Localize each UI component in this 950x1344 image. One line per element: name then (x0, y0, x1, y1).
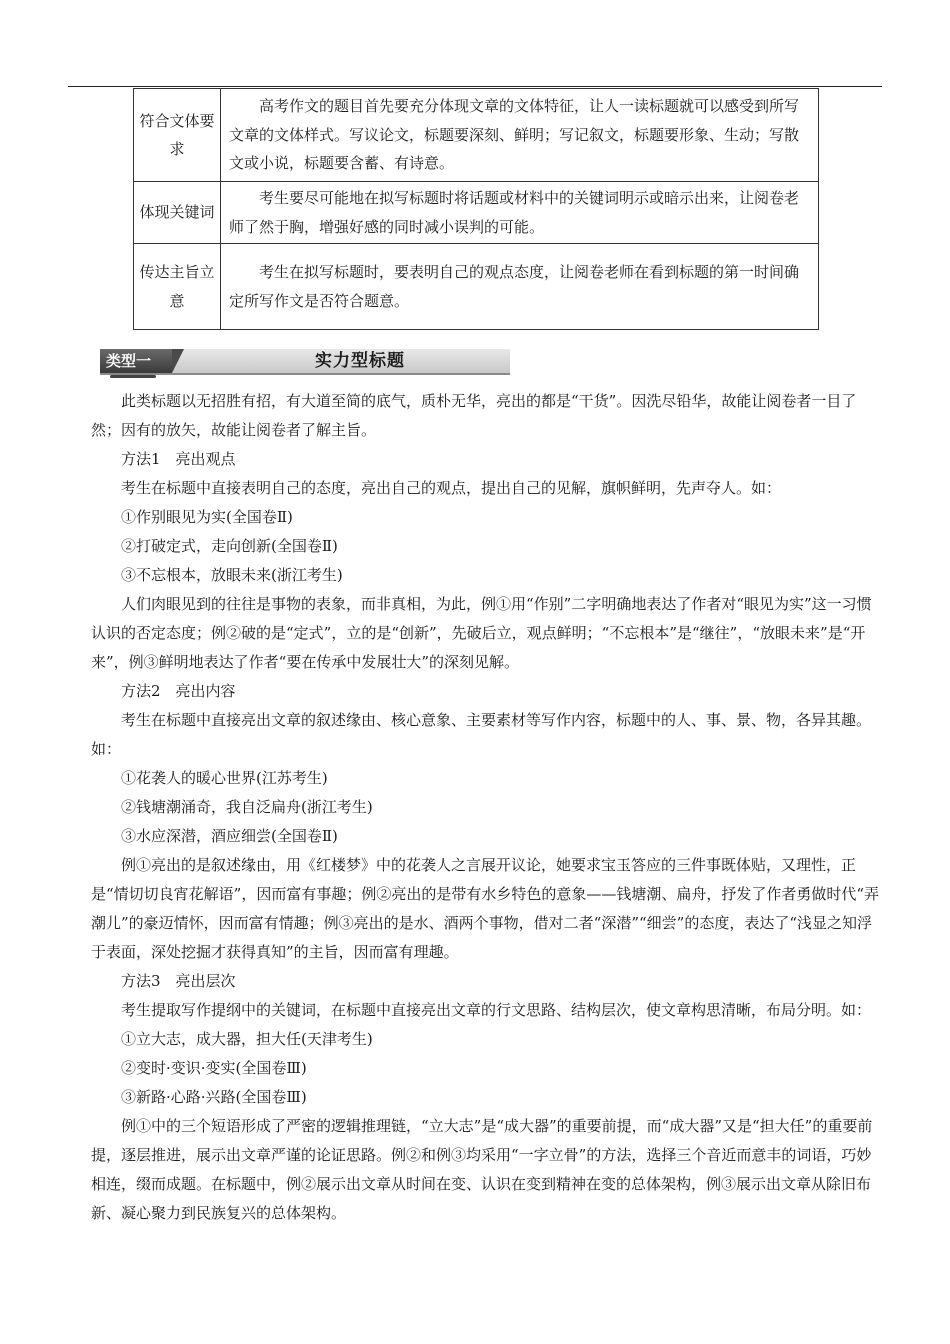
body-text (91, 387, 880, 1228)
row-value: 考生要尽可能地在拟写标题时将话题或材料中的关键词明示或暗示出来，让阅卷老师了然于胸，增强好感的同时减小误判的可能。 (221, 182, 819, 244)
header-rule (68, 86, 882, 87)
list-item: 方法3 亮出层次 (121, 972, 236, 990)
paragraph: 人们肉眼见到的往往是事物的表象，而非真相，为此，例①用“作别”二字明确地表达了作者对“眼见为实”这一习惯认识的否定态度；例②破的是“定式”，立的是“创新”，先破后立，观点鲜明；“不忘根本”是“继往”，“放眼未来”是“开来”，例③鲜明地表达了作者“要在传承中发展壮大”的深刻见解。 (91, 595, 872, 671)
list-item: ②钱塘潮涌奇，我自泛扁舟(浙江考生) (121, 798, 373, 816)
table-row (134, 89, 819, 182)
row-key: 符合文体要求 (134, 89, 221, 182)
list-item: ②打破定式，走向创新(全国卷Ⅱ) (121, 537, 338, 555)
list-item: ①作别眼见为实(全国卷Ⅱ) (121, 508, 293, 526)
section-title: 实力型标题 (315, 351, 405, 371)
list-item: ①立大志，成大器，担大任(天津考生) (121, 1030, 373, 1048)
paragraph: 例①中的三个短语形成了严密的逻辑推理链，“立大志”是“成大器”的重要前提，而“成大器”又是“担大任”的重要前提，逐层推进，展示出文章严谨的论证思路。例②和例③均采用“一字立骨”的方法，选择三个音近而意丰的词语，巧妙相连，缀而成题。在标题中，例②展示出文章从时间在变、认识在变到精神在变的总体架构，例③展示出文章从除旧布新、凝心聚力到民族复兴的总体架构。 (91, 1117, 873, 1222)
paragraph: 考生在标题中直接表明自己的态度，亮出自己的观点，提出自己的见解，旗帜鲜明，先声夺人。如： (121, 479, 782, 497)
section-tag: 类型一 (100, 349, 172, 373)
list-item: ②变时·变识·变实(全国卷Ⅲ) (121, 1059, 307, 1077)
paragraph: 例①亮出的是叙述缘由，用《红楼梦》中的花袭人之言展开议论，她要求宝玉答应的三件事既体贴，又理性，正是“情切切良宵花解语”，因而富有事趣；例②亮出的是带有水乡特色的意象——钱塘潮、扁舟，抒发了作者勇做时代“弄潮儿”的豪迈情怀，因而富有情趣；例③亮出的是水、酒两个事物，借对二者“深潜”“细尝”的态度，表达了“浅显之知浮于表面，深处挖掘才获得真知”的主旨，因而富有理趣。 (91, 856, 880, 961)
row-value: 高考作文的题目首先要充分体现文章的文体特征，让人一读标题就可以感受到所写文章的文体样式。写议论文，标题要深刻、鲜明；写记叙文，标题要形象、生动；写散文或小说，标题要含蓄、有诗意。 (221, 89, 819, 182)
list-item: 方法2 亮出内容 (121, 682, 236, 700)
paragraph: 考生提取写作提纲中的关键词，在标题中直接亮出文章的行文思路、结构层次，使文章构思清晰，布局分明。如： (121, 1001, 872, 1019)
list-item: ③水应深潜，酒应细尝(全国卷Ⅱ) (121, 827, 338, 845)
table-row (134, 244, 819, 330)
tag-tip-decoration (172, 349, 184, 373)
table-row (134, 182, 819, 244)
list-item: 方法1 亮出观点 (121, 450, 236, 468)
paragraph: 此类标题以无招胜有招，有大道至简的底气，质朴无华，亮出的都是“干货”。因洗尽铅华，故能让阅卷者一目了然；因有的放矢，故能让阅卷者了解主旨。 (91, 392, 857, 439)
tag-underline-decoration (110, 375, 156, 378)
list-item: ③新路·心路·兴路(全国卷Ⅲ) (121, 1088, 307, 1106)
list-item: ①花袭人的暖心世界(江苏考生) (121, 769, 328, 787)
requirements-table (133, 88, 819, 330)
row-key: 体现关键词 (134, 182, 221, 244)
row-key: 传达主旨立意 (134, 244, 221, 330)
row-value: 考生在拟写标题时，要表明自己的观点态度，让阅卷老师在看到标题的第一时间确定所写作文是否符合题意。 (221, 244, 819, 330)
paragraph: 考生在标题中直接亮出文章的叙述缘由、核心意象、主要素材等写作内容，标题中的人、事、景、物，各异其趣。如： (91, 711, 872, 758)
list-item: ③不忘根本，放眼未来(浙江考生) (121, 566, 343, 584)
section-banner (100, 349, 510, 375)
